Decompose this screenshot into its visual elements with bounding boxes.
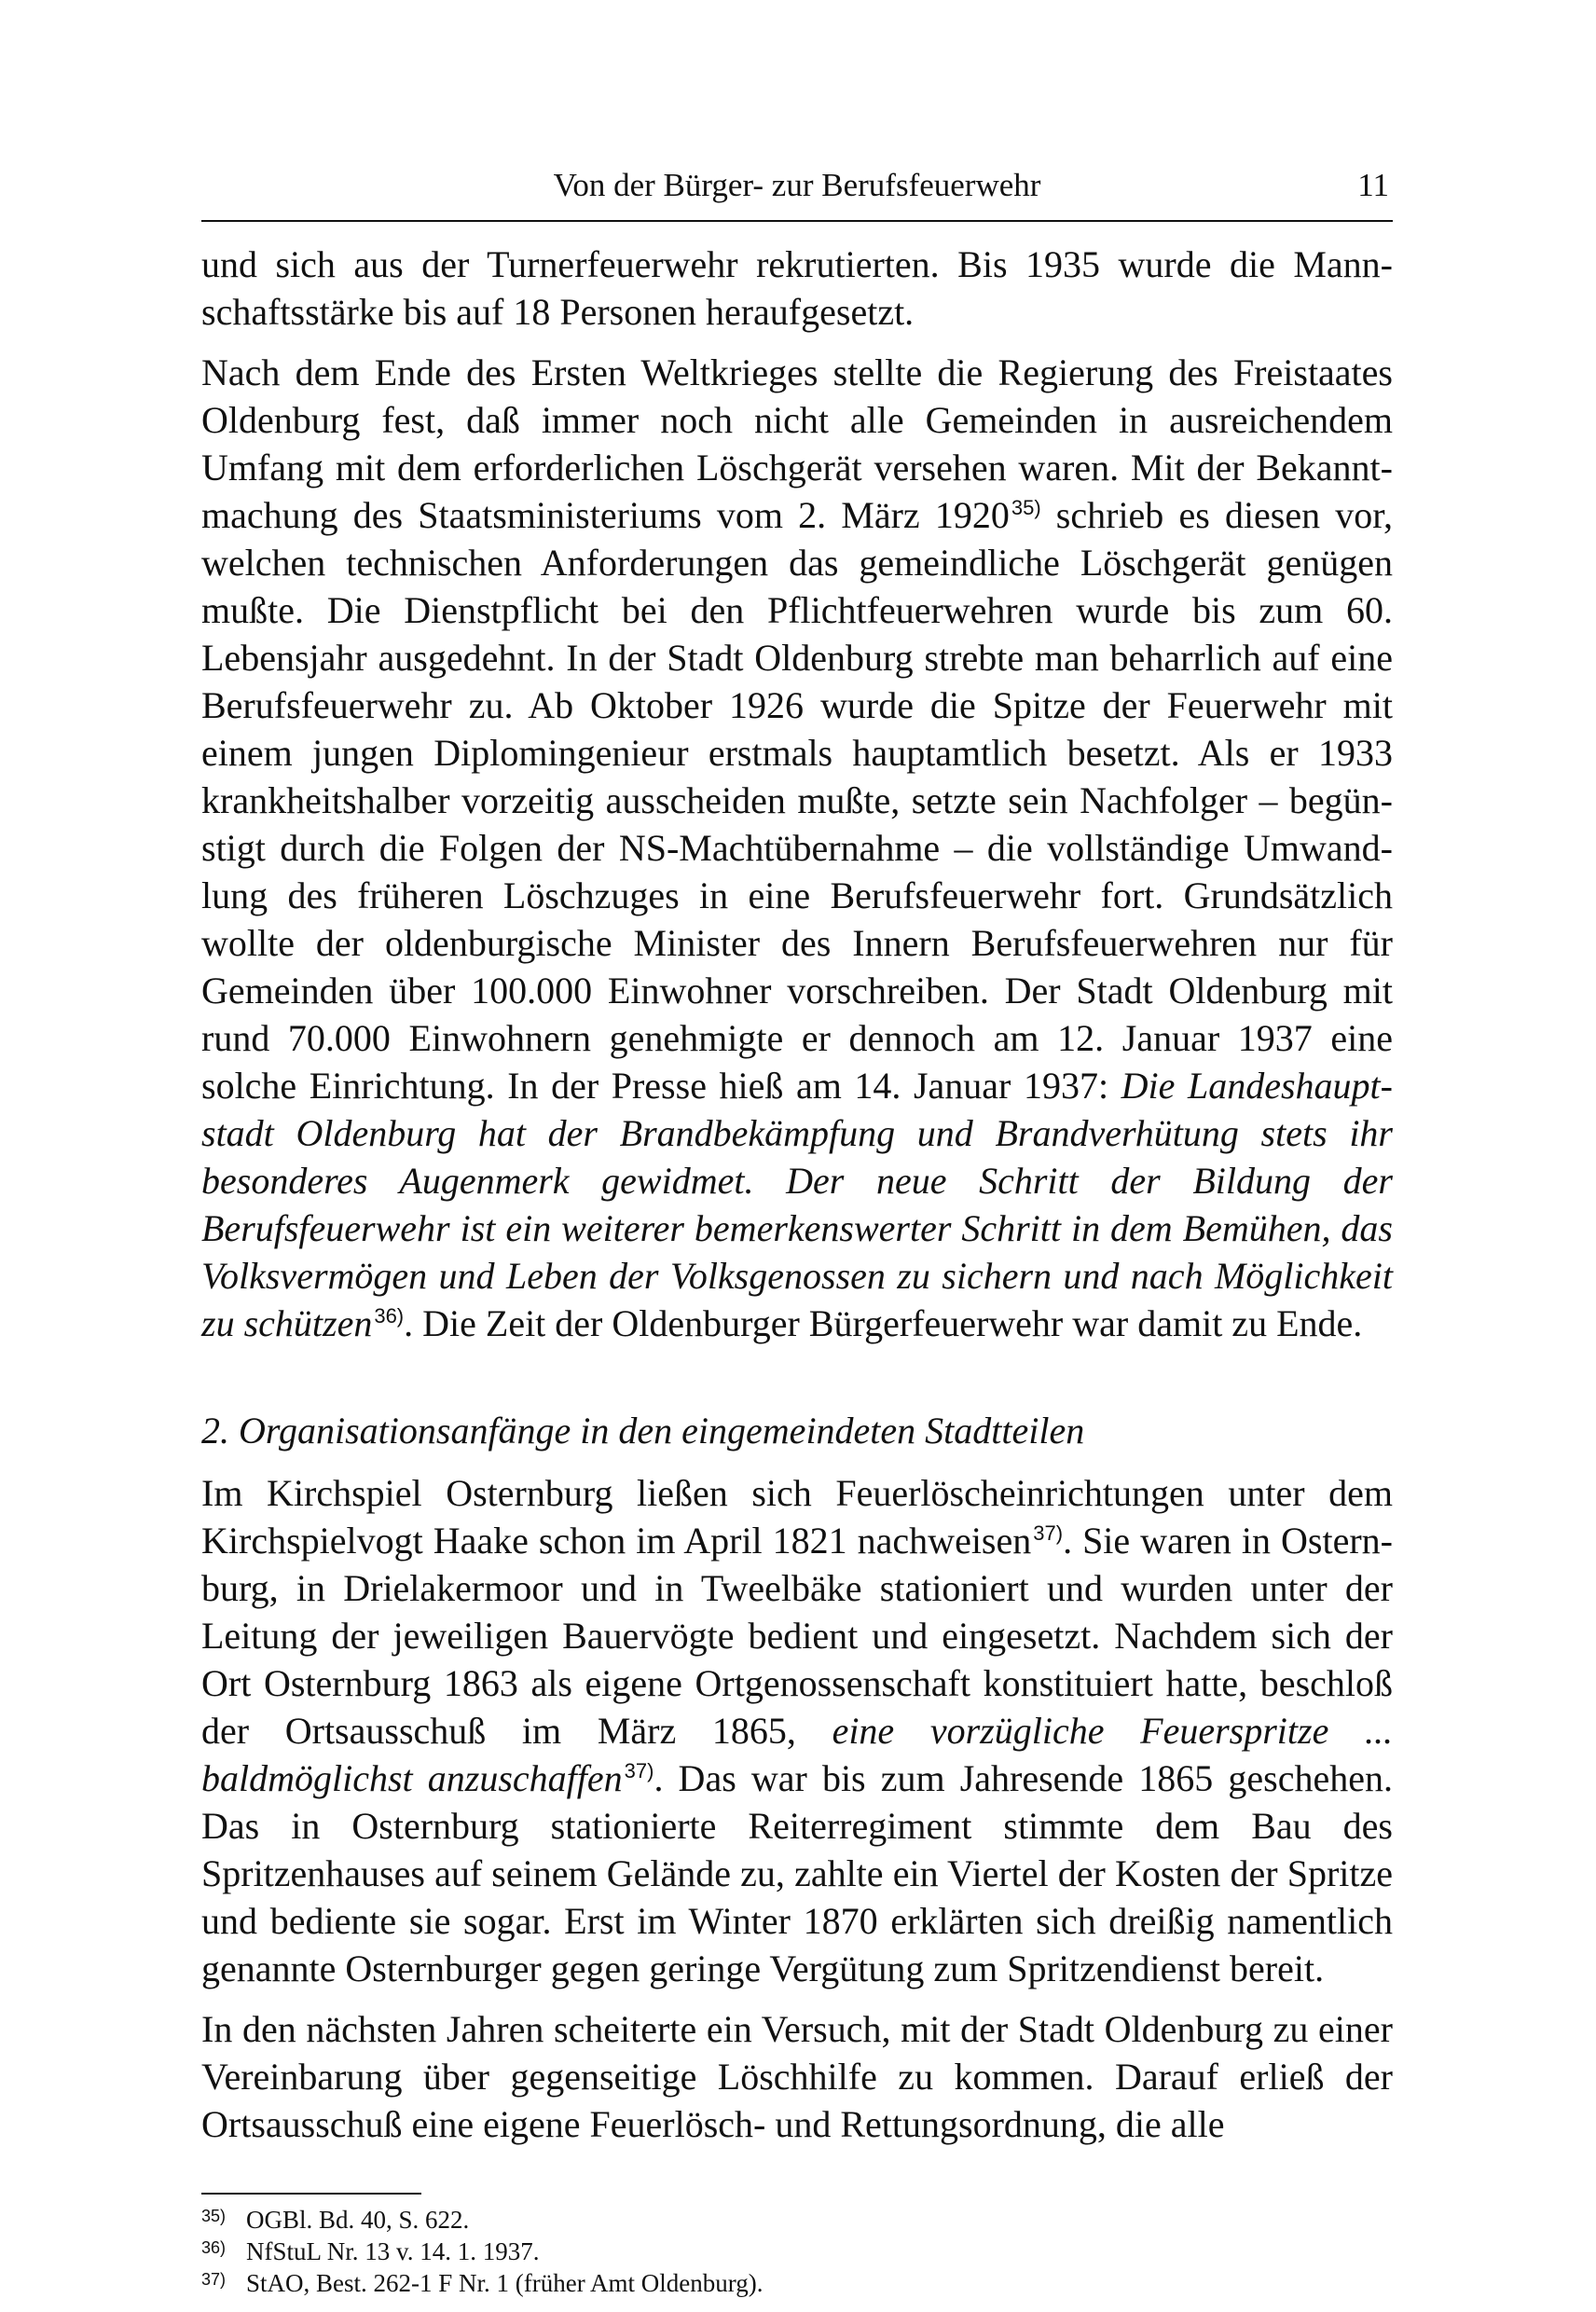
council-quote: eine vorzügliche Feuerspritze ... baldmöglichst anzuschaffen bbox=[201, 1710, 1393, 1799]
section-heading: 2. Organisationsanfänge in den eingemeindeten Stadtteilen bbox=[201, 1410, 1085, 1452]
paragraph-3-text-a: Im Kirchspiel Osternburg ließen sich Feuerlöscheinrichtungen unter dem Kirchspielvogt Haake schon im April 1821 nachweisen bbox=[201, 1472, 1393, 1562]
footnote-35 bbox=[201, 2204, 1393, 2236]
press-quote: Die Landeshauptstadt Oldenburg hat der Brandbekämpfung und Brandverhütung stets ihr besonderes Augenmerk gewidmet. Der neue Schritt der Bildung der Berufsfeuerwehr ist ein weiterer bemerkenswerter Schritt in dem Bemühen, das Volksvermögen und Leben der Volksgenossen zu sichern und nach Möglichkeit zu schützen bbox=[201, 1065, 1393, 1344]
paragraph-4-text: In den nächsten Jahren scheiterte ein Versuch, mit der Stadt Oldenburg zu einer Vereinbarung über gegenseitige Löschhilfe zu kommen. Darauf erließ der Ortsausschuß eine eigene Feuerlösch- und Rettungsordnung, die alle bbox=[201, 2008, 1393, 2145]
footnote-37 bbox=[201, 2267, 1393, 2299]
paragraph-2-text-b: schrieb es diesen vor, welchen technischen Anforderungen das gemeindliche Löschgerät genügen mußte. Die Dienstpflicht bei den Pflichtfeuerwehren wurde bis zum 60. Lebensjahr ausgedehnt. In der Stadt Oldenburg strebte man beharrlich auf eine Berufsfeuerwehr zu. Ab Oktober 1926 wurde die Spitze der Feuerwehr mit einem jungen Diplomingenieur erstmals hauptamtlich besetzt. Als er 1933 krankheitshalber vorzeitig ausscheiden mußte, setzte sein Nachfolger – begünstigt durch die Folgen der NS-Machtübernahme – die vollständige Umwandlung des früheren Löschzuges in eine Berufsfeuerwehr fort. Grundsätzlich wollte der oldenburgische Minister des Innern Berufsfeuerwehren nur für Gemeinden über 100.000 Einwohner vorschreiben. Der Stadt Oldenburg mit rund 70.000 Einwohnern genehmigte er dennoch am 12. Januar 1937 eine solche Einrichtung. In der Presse hieß am 14. Januar 1937: bbox=[201, 494, 1394, 1107]
book-page bbox=[201, 158, 1393, 2299]
header-rule bbox=[201, 220, 1393, 222]
page-number: 11 bbox=[1357, 167, 1389, 203]
paragraph-1-text: und sich aus der Turnerfeuerwehr rekrutierten. Bis 1935 wurde die Mannschaftsstärke bis auf 18 Personen heraufgesetzt. bbox=[201, 243, 1393, 333]
paragraph-2-text-a: Nach dem Ende des Ersten Weltkrieges stellte die Regierung des Freistaates Oldenburg fest, daß immer noch nicht alle Gemeinden in ausreichendem Umfang mit dem erforderlichen Löschgerät versehen waren. Mit der Bekanntmachung des Staatsministeriums vom 2. März 1920 bbox=[201, 351, 1393, 536]
footnote-text: NfStuL Nr. 13 v. 14. 1. 1937. bbox=[246, 2237, 540, 2265]
paragraph-3-text-b: . Sie waren in Osternburg, in Drielakermoor und in Tweelbäke stationiert und wurden unter der Leitung der jeweiligen Bauervögte bedient und eingesetzt. Nachdem sich der Ort Osternburg 1863 als eigene Ortgenossenschaft konstituiert hatte, beschloß der Ortsausschuß im März 1865, bbox=[201, 1520, 1393, 1752]
footnote-mark: 35) bbox=[201, 2207, 227, 2225]
footnote-ref-37a: 37) bbox=[1033, 1521, 1064, 1545]
footnote-rule bbox=[201, 2193, 421, 2195]
running-title: Von der Bürger- zur Berufsfeuerwehr bbox=[553, 167, 1041, 203]
footnote-mark: 36) bbox=[201, 2238, 227, 2257]
footnote-36 bbox=[201, 2236, 1393, 2267]
footnote-ref-35: 35) bbox=[1011, 496, 1041, 519]
paragraph-3 bbox=[201, 1469, 1393, 1992]
running-head bbox=[201, 158, 1393, 213]
paragraph-2 bbox=[201, 349, 1393, 1347]
footnotes bbox=[201, 2204, 1393, 2299]
paragraph-4 bbox=[201, 2005, 1393, 2148]
footnote-ref-36: 36) bbox=[374, 1304, 405, 1328]
footnote-text: StAO, Best. 262-1 F Nr. 1 (früher Amt Oldenburg). bbox=[246, 2269, 764, 2297]
body-text bbox=[201, 241, 1393, 2148]
paragraph-3-text-c: . Das war bis zum Jahresende 1865 geschehen. Das in Osternburg stationierte Reiterregiment stimmte dem Bau des Spritzenhauses auf seinem Gelände zu, zahlte ein Viertel der Kosten der Spritze und bediente sie sogar. Erst im Winter 1870 erklärten sich dreißig namentlich genannte Osternburger gegen geringe Vergütung zum Spritzendienst bereit. bbox=[201, 1757, 1393, 1989]
paragraph-1 bbox=[201, 241, 1393, 336]
footnote-text: OGBl. Bd. 40, S. 622. bbox=[246, 2206, 470, 2234]
paragraph-2-text-c: . Die Zeit der Oldenburger Bürgerfeuerwehr war damit zu Ende. bbox=[404, 1302, 1363, 1344]
footnote-ref-37b: 37) bbox=[624, 1759, 654, 1782]
footnote-mark: 37) bbox=[201, 2270, 227, 2289]
